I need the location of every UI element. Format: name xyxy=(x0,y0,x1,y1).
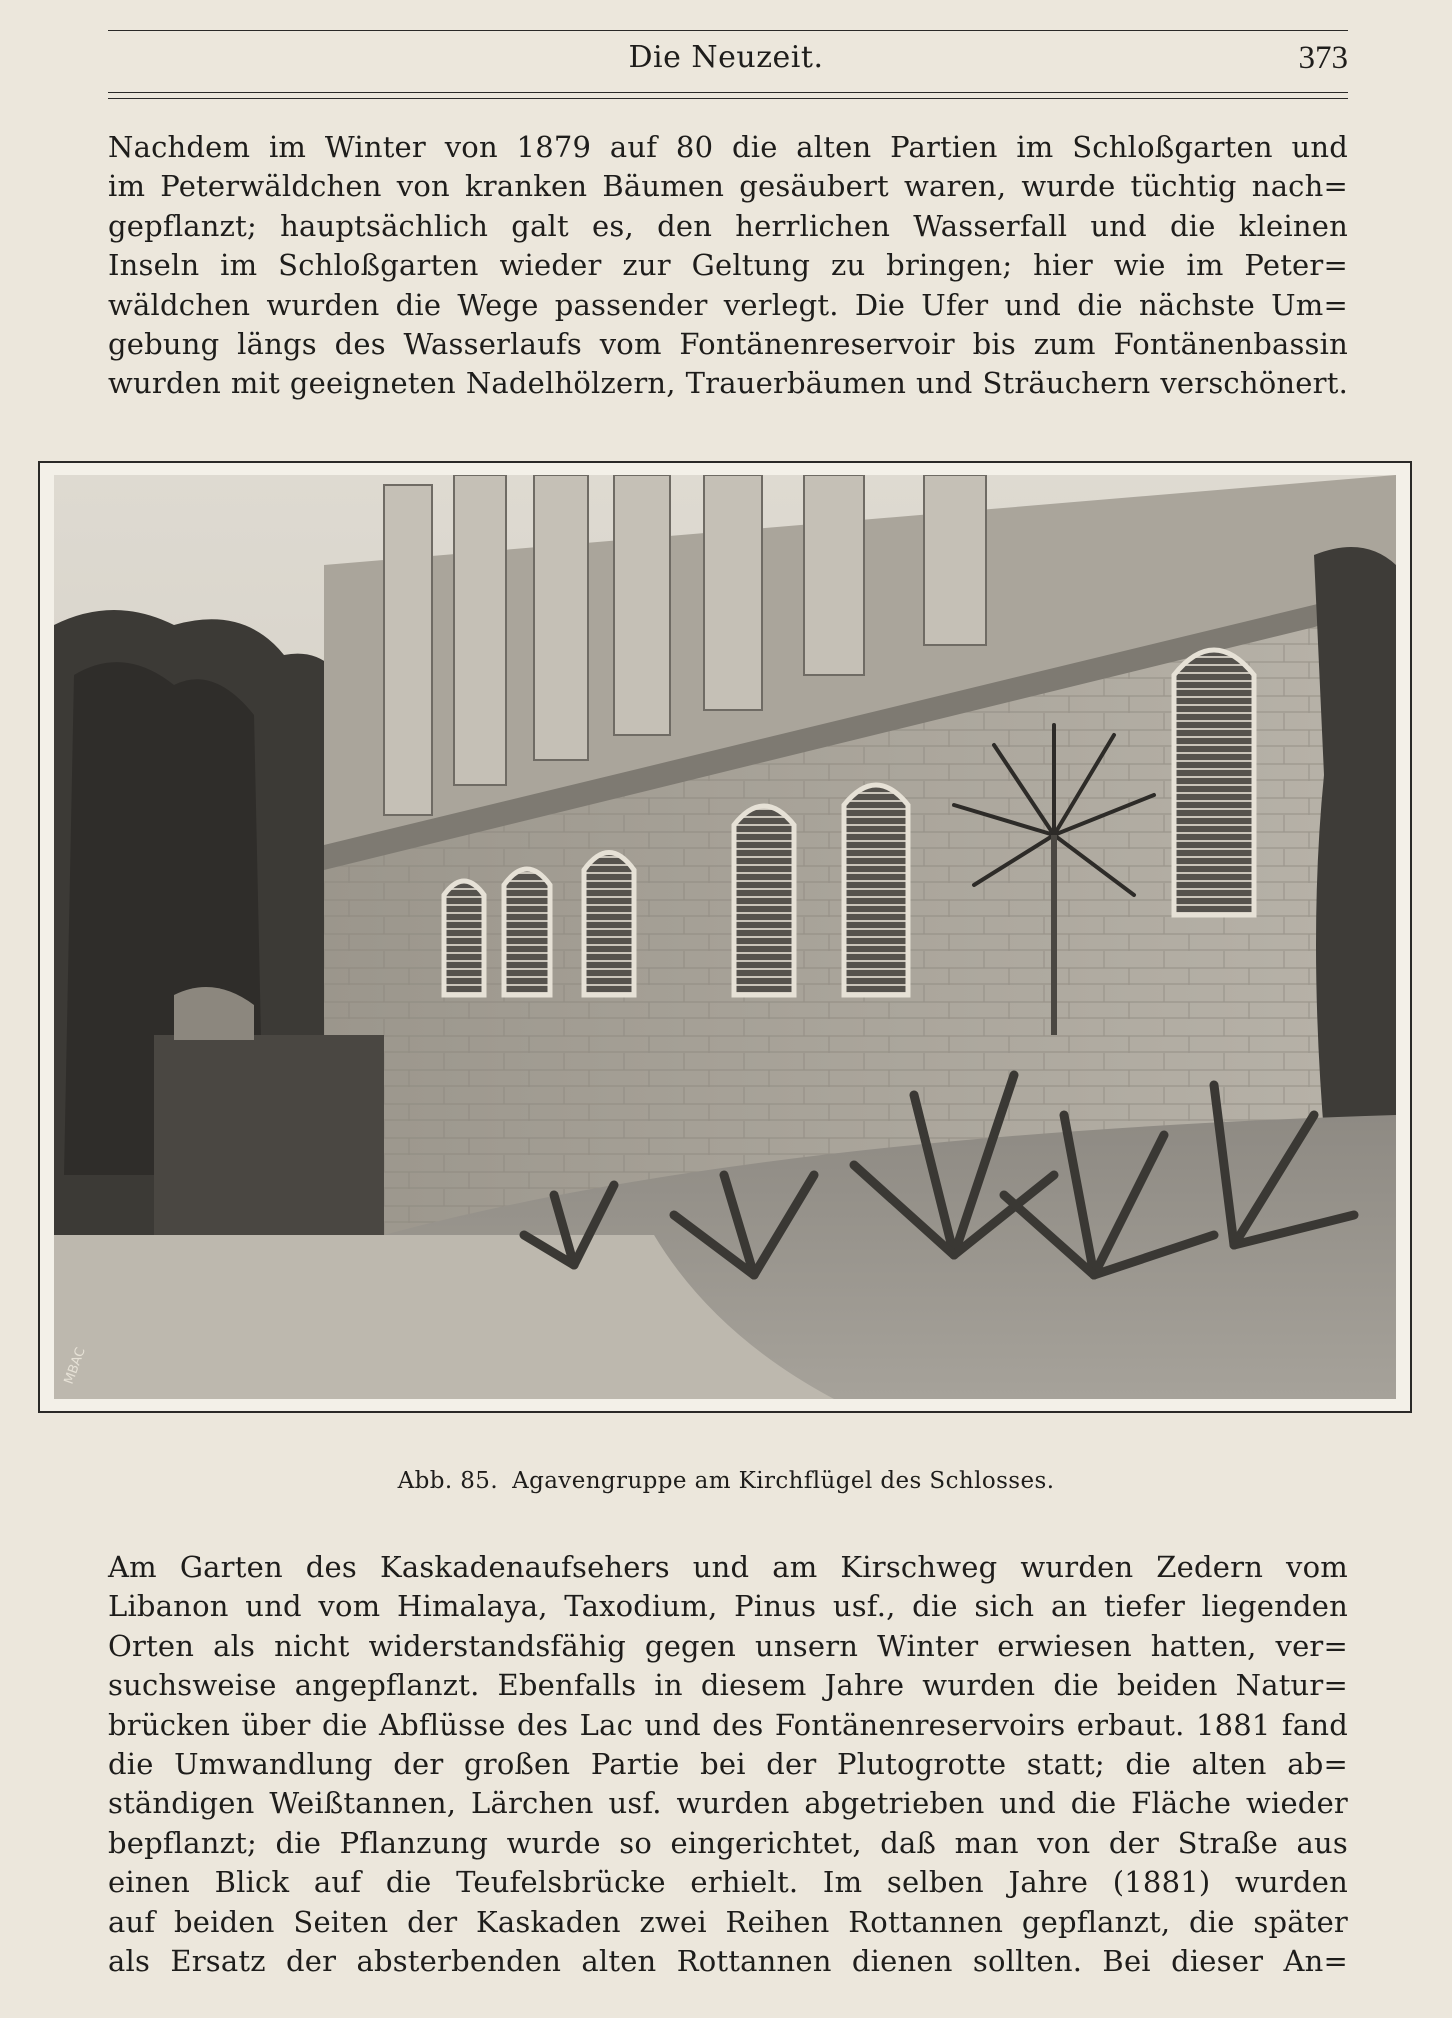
text-line: Libanon und vom Himalaya, Taxodium, Pinus usf., die sich an tiefer liegenden xyxy=(108,1589,1348,1624)
paragraph-1 xyxy=(108,128,1348,404)
figure-frame xyxy=(38,461,1412,1413)
text-line: einen Blick auf die Teufelsbrücke erhielt. Im selben Jahre (1881) wurden xyxy=(108,1865,1348,1900)
text-line: gepflanzt; hauptsächlich galt es, den herrlichen Wasserfall und die kleinen xyxy=(108,208,1348,243)
header-rule-bottom-thin xyxy=(108,98,1348,99)
text-line: ständigen Weißtannen, Lärchen usf. wurden abgetrieben und die Fläche wieder xyxy=(108,1786,1348,1821)
text-line: bepflanzt; die Pflanzung wurde so eingerichtet, daß man von der Straße aus xyxy=(108,1825,1348,1860)
text-line: wäldchen wurden die Wege passender verlegt. Die Ufer und die nächste Um= xyxy=(108,287,1348,322)
text-line: im Peterwäldchen von kranken Bäumen gesäubert waren, wurde tüchtig nach= xyxy=(108,169,1348,204)
text-line: Inseln im Schloßgarten wieder zur Geltung zu bringen; hier wie im Peter= xyxy=(108,248,1348,283)
figure-caption xyxy=(0,1468,1452,1494)
header-rule-top xyxy=(108,30,1348,31)
page-number: 373 xyxy=(1298,40,1348,76)
text-line: auf beiden Seiten der Kaskaden zwei Reihen Rottannen gepflanzt, die später xyxy=(108,1904,1348,1939)
text-line: Am Garten des Kaskadenaufsehers und am Kirschweg wurden Zedern vom xyxy=(108,1550,1348,1584)
figure-number: Abb. 85. xyxy=(397,1468,499,1494)
text-line: suchsweise angepflanzt. Ebenfalls in diesem Jahre wurden die beiden Natur= xyxy=(108,1668,1348,1703)
running-header-title: Die Neuzeit. xyxy=(628,40,824,75)
text-line: die Umwandlung der großen Partie bei der Plutogrotte statt; die alten ab= xyxy=(108,1747,1348,1782)
photograph-agave-group xyxy=(54,475,1396,1399)
text-line: Orten als nicht widerstandsfähig gegen unsern Winter erwiesen hatten, ver= xyxy=(108,1628,1348,1663)
paragraph-2 xyxy=(108,1548,1348,1981)
text-line: wurden mit geeigneten Nadelhölzern, Trauerbäumen und Sträuchern verschönert. xyxy=(108,366,1348,401)
text-line: Nachdem im Winter von 1879 auf 80 die alten Partien im Schloßgarten und xyxy=(108,130,1348,164)
text-line: als Ersatz der absterbenden alten Rottannen dienen sollten. Bei dieser An= xyxy=(108,1944,1348,1979)
text-line: gebung längs des Wasserlaufs vom Fontänenreservoir bis zum Fontänenbassin xyxy=(108,327,1348,362)
text-line: brücken über die Abflüsse des Lac und des Fontänenreservoirs erbaut. 1881 fand xyxy=(108,1707,1348,1742)
figure-caption-text: Agavengruppe am Kirchflügel des Schlosses. xyxy=(512,1468,1055,1494)
header-rule-bottom xyxy=(108,92,1348,93)
photo-mark: MBAC xyxy=(61,1345,89,1387)
